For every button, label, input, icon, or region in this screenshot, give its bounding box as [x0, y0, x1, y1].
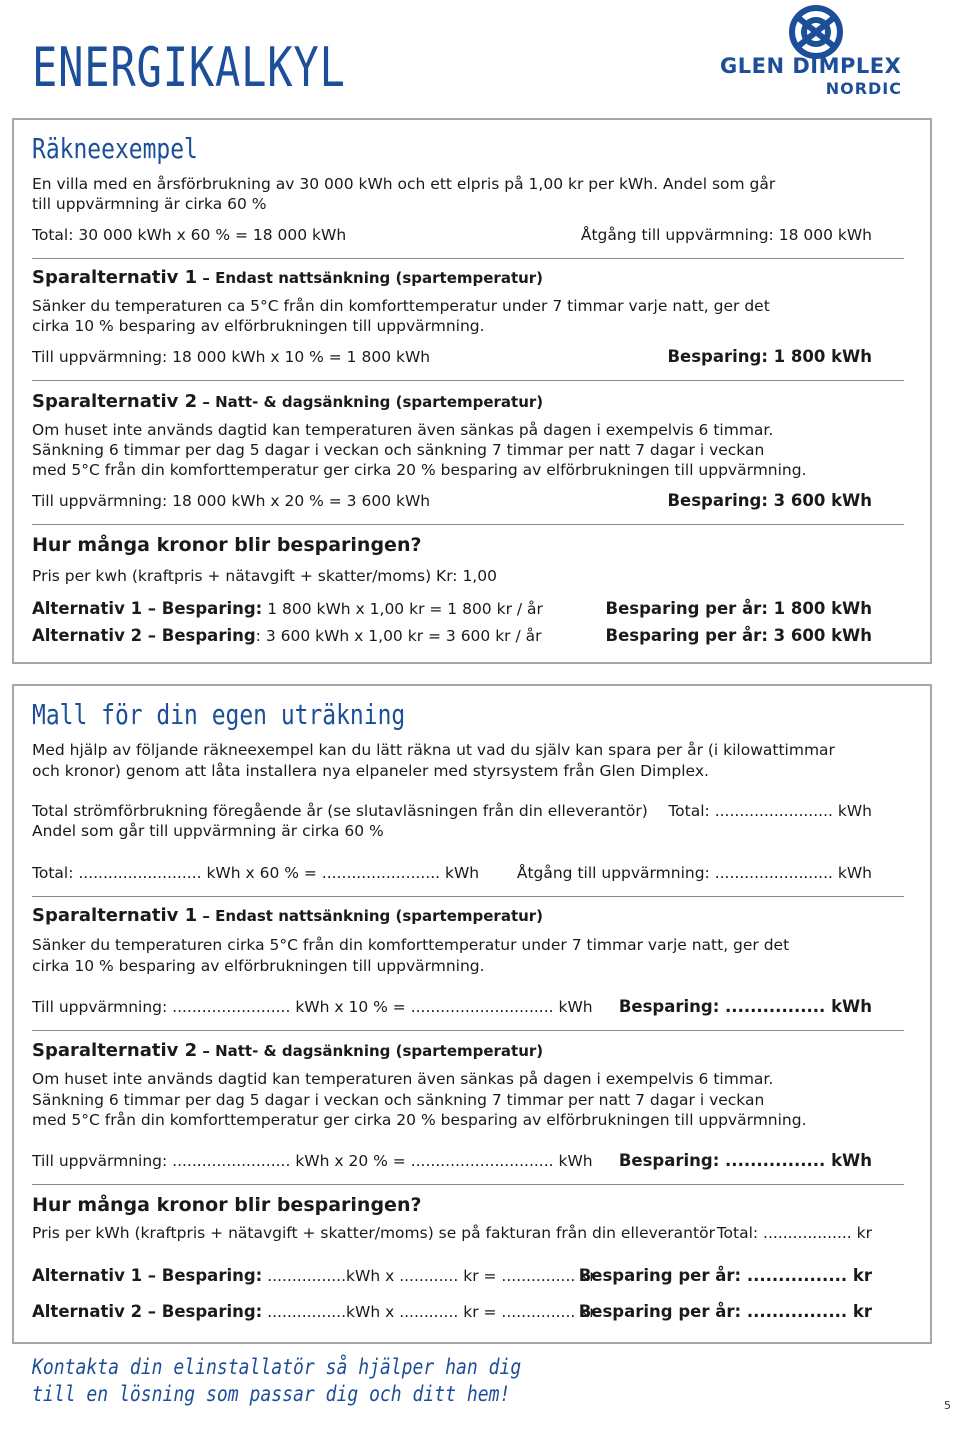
template-kronor-row1-result[interactable]: Besparing per år: ................ kr	[578, 1266, 872, 1285]
example-kronor-row2-result: Besparing per år: 3 600 kWh	[605, 626, 872, 645]
example-alt1-saving: Besparing: 1 800 kWh	[667, 347, 872, 366]
celtic-knot-icon	[784, 2, 848, 62]
contact-line-2: till en lösning som passar dig och ditt hem!	[32, 1382, 511, 1406]
example-alt2-title	[32, 392, 543, 412]
template-alt1-saving[interactable]: Besparing: ................ kWh	[618, 997, 872, 1016]
brand-sub: NORDIC	[825, 79, 902, 98]
template-kronor-row2-result[interactable]: Besparing per år: ................ kr	[578, 1302, 872, 1321]
template-price-total[interactable]: Total: .................. kr	[716, 1224, 872, 1242]
example-alt2-calc: Till uppvärmning: 18 000 kWh x 20 % = 3 600 kWh	[32, 492, 431, 510]
alt1-title-big: Sparalternativ 1	[32, 905, 198, 926]
template-kronor-row1[interactable]	[32, 1266, 596, 1286]
example-alt2-saving: Besparing: 3 600 kWh	[667, 491, 872, 510]
row1-calc: 1 800 kWh x 1,00 kr = 1 800 kr / år	[262, 600, 543, 618]
divider	[32, 1030, 904, 1031]
example-atgang: Åtgång till uppvärmning: 18 000 kWh	[580, 226, 872, 244]
alt1-title-small: – Endast nattsänkning (spartemperatur)	[197, 907, 544, 925]
template-consumption-total[interactable]: Total: ........................ kWh	[668, 802, 872, 820]
example-alt1-calc: Till uppvärmning: 18 000 kWh x 10 % = 1 800 kWh	[32, 348, 431, 366]
example-alt2-line3: med 5°C från din komforttemperatur ger cirka 20 % besparing av elförbrukningen till uppvärmning.	[32, 461, 807, 479]
page-number: 5	[944, 1399, 951, 1412]
template-alt1-title	[32, 906, 543, 926]
template-alt1-line1: Sänker du temperaturen cirka 5°C från din komforttemperatur under 7 timmar varje natt, ger det	[32, 936, 790, 954]
row2-calc: ................kWh x ............ kr = ............... kr	[262, 1303, 596, 1321]
template-alt2-title	[32, 1041, 543, 1061]
template-alt2-line3: med 5°C från din komforttemperatur ger cirka 20 % besparing av elförbrukningen till uppvärmning.	[32, 1111, 807, 1129]
alt1-title-small: – Endast nattsänkning (spartemperatur)	[197, 269, 544, 287]
example-intro-1: En villa med en årsförbrukning av 30 000 kWh och ett elpris på 1,00 kr per kWh. Andel som går	[32, 175, 776, 193]
example-heading: Räkneexempel	[32, 132, 198, 165]
glen-dimplex-logo	[720, 2, 908, 98]
example-alt1-title	[32, 268, 543, 288]
example-total: Total: 30 000 kWh x 60 % = 18 000 kWh	[32, 226, 347, 244]
example-alt2-line1: Om huset inte används dagtid kan temperaturen även sänkas på dagen i exempelvis 6 timmar.	[32, 421, 774, 439]
divider	[32, 258, 904, 259]
template-alt2-line1: Om huset inte används dagtid kan temperaturen även sänkas på dagen i exempelvis 6 timmar.	[32, 1070, 774, 1088]
page-title: ENERGIKALKYL	[32, 36, 346, 99]
divider	[32, 1184, 904, 1185]
example-alt1-line1: Sänker du temperaturen ca 5°C från din komforttemperatur under 7 timmar varje natt, ger det	[32, 297, 770, 315]
row1-calc: ................kWh x ............ kr = ............... kr	[262, 1267, 596, 1285]
template-consumption-1: Total strömförbrukning föregående år (se slutavläsningen från din elleverantör)	[32, 802, 648, 820]
example-intro-2: till uppvärmning är cirka 60 %	[32, 195, 267, 213]
row2-label: Alternativ 2 – Besparing	[32, 626, 256, 645]
template-kronor-heading: Hur många kronor blir besparingen?	[32, 1194, 422, 1216]
template-alt1-calc[interactable]: Till uppvärmning: ........................ kWh x 10 % = ............................. kWh	[32, 998, 593, 1016]
template-total-calc[interactable]: Total: ......................... kWh x 60 % = ........................ kWh	[32, 864, 480, 882]
alt2-title-small: – Natt- & dagsänkning (spartemperatur)	[197, 393, 544, 411]
template-alt1-line2: cirka 10 % besparing av elförbrukningen till uppvärmning.	[32, 957, 485, 975]
template-intro-2: och kronor) genom att låta installera nya elpaneler med styrsystem från Glen Dimplex.	[32, 762, 709, 780]
row2-label: Alternativ 2 – Besparing:	[32, 1302, 263, 1321]
template-atgang[interactable]: Åtgång till uppvärmning: ........................ kWh	[516, 864, 872, 882]
divider	[32, 524, 904, 525]
row1-label: Alternativ 1 – Besparing:	[32, 1266, 263, 1285]
brand-name: GLEN DIMPLEX	[720, 54, 902, 78]
contact-line-1: Kontakta din elinstallatör så hjälper han dig	[32, 1355, 522, 1379]
alt2-title-big: Sparalternativ 2	[32, 391, 198, 412]
example-kronor-row1	[32, 599, 543, 619]
example-price-line: Pris per kwh (kraftpris + nätavgift + skatter/moms) Kr: 1,00	[32, 567, 497, 585]
alt2-title-small: – Natt- & dagsänkning (spartemperatur)	[197, 1042, 544, 1060]
example-alt1-line2: cirka 10 % besparing av elförbrukningen till uppvärmning.	[32, 317, 485, 335]
row1-label: Alternativ 1 – Besparing:	[32, 599, 263, 618]
divider	[32, 896, 904, 897]
template-intro-1: Med hjälp av följande räkneexempel kan du lätt räkna ut vad du själv kan spara per år (i kilowattimmar	[32, 741, 835, 759]
template-alt2-line2: Sänkning 6 timmar per dag 5 dagar i veckan och sänkning 7 timmar per natt 7 dagar i veckan	[32, 1091, 765, 1109]
example-kronor-row1-result: Besparing per år: 1 800 kWh	[605, 599, 872, 618]
template-price-line: Pris per kWh (kraftpris + nätavgift + skatter/moms) se på fakturan från din elleverantör	[32, 1224, 715, 1242]
template-alt2-saving[interactable]: Besparing: ................ kWh	[618, 1151, 872, 1170]
example-kronor-heading: Hur många kronor blir besparingen?	[32, 534, 422, 556]
template-alt2-calc[interactable]: Till uppvärmning: ........................ kWh x 20 % = ............................. kWh	[32, 1152, 593, 1170]
divider	[32, 380, 904, 381]
alt2-title-big: Sparalternativ 2	[32, 1040, 198, 1061]
example-alt2-line2: Sänkning 6 timmar per dag 5 dagar i veckan och sänkning 7 timmar per natt 7 dagar i veckan	[32, 441, 765, 459]
example-kronor-row2	[32, 626, 542, 646]
alt1-title-big: Sparalternativ 1	[32, 267, 198, 288]
template-kronor-row2[interactable]	[32, 1302, 596, 1322]
template-consumption-2: Andel som går till uppvärmning är cirka 60 %	[32, 822, 384, 840]
template-heading: Mall för din egen uträkning	[32, 698, 406, 731]
row2-calc: : 3 600 kWh x 1,00 kr = 3 600 kr / år	[255, 627, 542, 645]
